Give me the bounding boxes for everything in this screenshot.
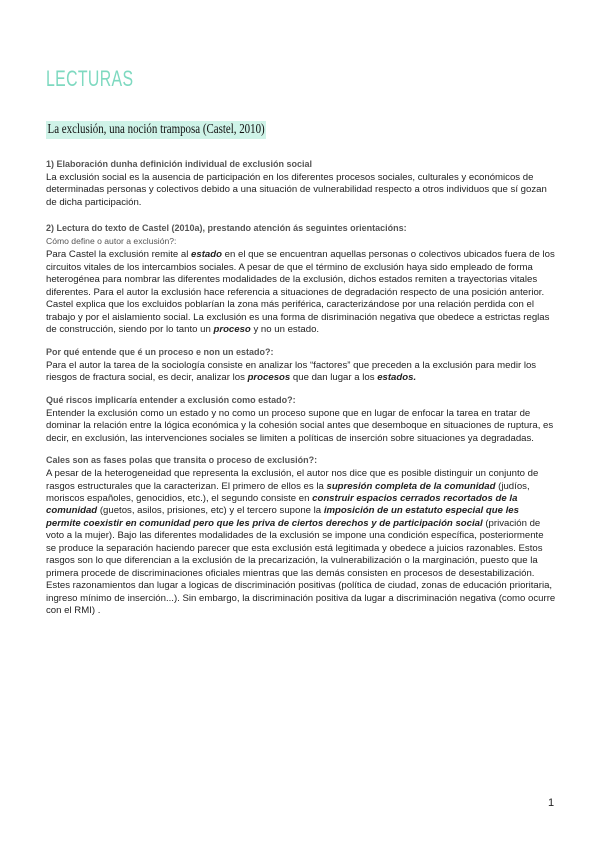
question-4: Qué riscos implicaría entender a exclusión como estado?:	[46, 394, 296, 405]
answer-5-text: (privación de voto a la mujer). Bajo las diferentes modalidades de la exclusión se impone una condición específica, posteriormente se produce la separación haciendo parecer que esta exclusión está legitimada y obedece a juicios razonables. Estos rasgos son lo que diferencian a la exclusión de la precarización, la vulnerabilización o la marginación, puesto que la primera procede de discriminaciones oficiales mientras que las demás consisten en procesos de desestabilización. Estes razonamientos dan lugar a logicas de discriminación positivas (política de ciudad, zonas de educación prioritaria, ingreso mínimo de inserción...). Sin embargo, la discriminación positiva da lugar a discriminación negativa (como ocurre con el RMI) .	[46, 517, 556, 617]
answer-2-text: en el que se encuentran aquellas personas o colectivos ubicados fuera de los circuitos vitales de los intercambios sociales. A pesar de que el término de exclusión haya sido empleado de forma heterogénea para nombrar las diferentes modalidades de la exclusión, dichos estados remiten a trayectorias vitales diferentes. Para el autor la exclusión hace referencia a situaciones de degradación respecto de una posición anterior. Castel explica que los excluidos poblarían la zona más periférica, caracterizándose por una relación perdida con el trabajo y por el aislamiento social. La exclusión es una forma de disriminación negativa que obedece a estrictas reglas de construcción, siendo por lo tanto un	[46, 249, 555, 336]
question-2-sub: Cómo define o autor a exclusión?:	[46, 236, 177, 247]
answer-3-emph-estados: estados.	[377, 372, 417, 384]
answer-5-emph-2: construir espacios cerrados recortados de la comunidad	[46, 492, 518, 517]
answer-3	[46, 360, 556, 385]
answer-2	[46, 249, 556, 336]
answer-2-text: y no un estado.	[250, 324, 320, 336]
answer-2-emph-proceso: proceso	[213, 324, 251, 336]
answer-3-emph-procesos: procesos	[247, 372, 291, 384]
answer-5-emph-1: supresión completa de la comunidad	[326, 480, 496, 492]
answer-5-text: (judíos, moriscos españoles, genocidios, etc.), el segundo consiste en	[46, 480, 530, 504]
page-title: LECTURAS	[46, 66, 134, 91]
question-3: Por qué entende que é un proceso e non un estado?:	[46, 346, 274, 357]
content-body	[46, 159, 556, 618]
answer-3-text: que dan lugar a los	[290, 372, 378, 384]
answer-5-text: (guetos, asilos, prisiones, etc) y el tercero supone la	[97, 505, 324, 517]
answer-4: Entender la exclusión como un estado y no como un proceso supone que en lugar de enfocar la tarea en tratar de dominar la relación entre la lógica económica y la cohesión social antes que desemboque en situaciones de ruptura, es decir, en exclusión, las intervenciones sociales se limiten a políticas de inserción sobre situaciones ya degradadas.	[46, 407, 554, 444]
answer-3-text: Para el autor la tarea de la sociología consiste en analizar los “factores” que preceden a la exclusión para medir los riesgos de fractura social, es decir, analizar los	[46, 359, 537, 384]
question-1: 1) Elaboración dunha definición individual de exclusión social	[46, 159, 313, 169]
answer-5	[46, 468, 556, 618]
answer-5-emph-3: imposición de un estatuto especial que les permite coexistir en comunidad pero que les priva de ciertos derechos y de participación social	[46, 505, 519, 529]
page-number: 1	[548, 797, 555, 809]
question-5: Cales son as fases polas que transita o proceso de exclusión?:	[46, 455, 318, 466]
question-2: 2) Lectura do texto de Castel (2010a), prestando atención ás seguintes orientacións:	[46, 223, 407, 234]
answer-2-text: Para Castel la exclusión remite al	[46, 249, 192, 261]
answer-2-emph-estado: estado	[191, 249, 222, 261]
answer-1: La exclusión social es la ausencia de participación en los diferentes procesos sociales, culturales y económicos de determinadas personas y colectivos debido a una situación de vulnerabilidad respecto a otros individuos que sí gozan de dicha participación.	[46, 172, 547, 208]
reading-subtitle: La exclusión, una noción tramposa (Castel, 2010)	[47, 122, 265, 137]
answer-5-text: A pesar de la heterogeneidad que representa la exclusión, el autor nos dice que es posible distinguir un conjunto de rasgos estructurales que la caracterizan. El primero de ellos es la	[46, 468, 539, 492]
